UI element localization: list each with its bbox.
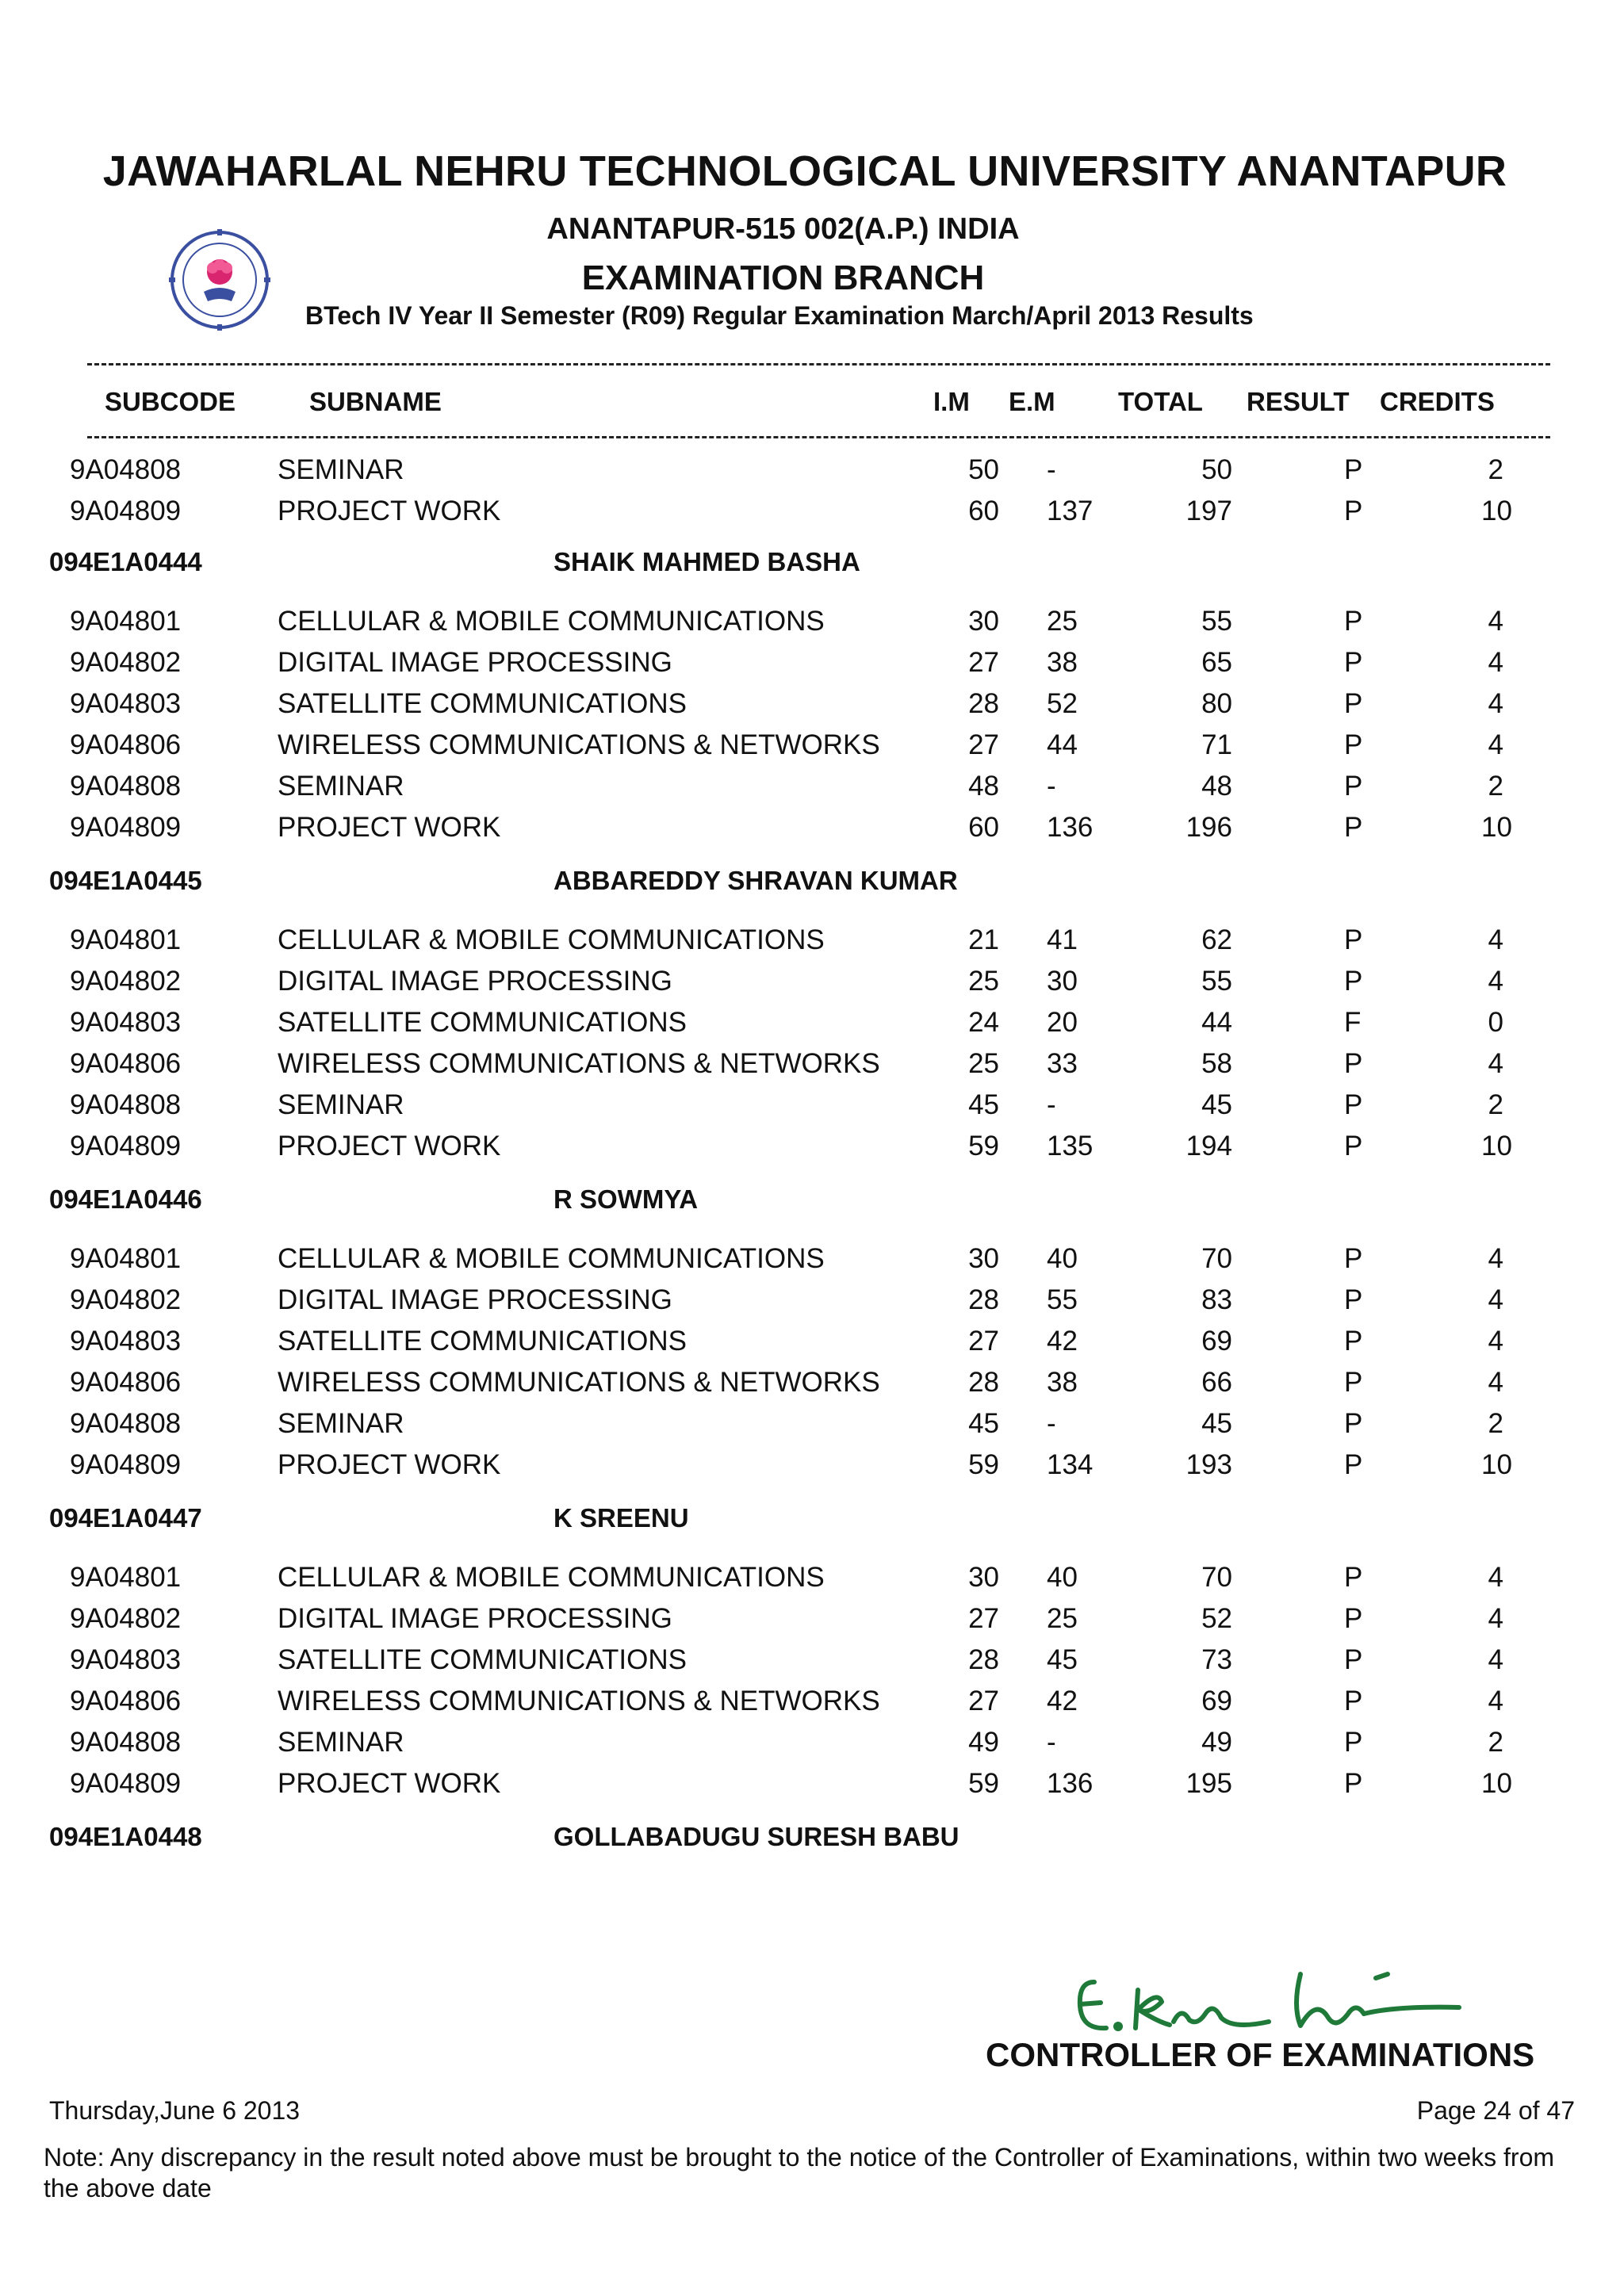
internal-marks: 27 <box>968 729 999 760</box>
subject-name: PROJECT WORK <box>278 812 501 843</box>
subject-name: SATELLITE COMMUNICATIONS <box>278 1007 687 1038</box>
total-marks: 55 <box>1201 966 1232 997</box>
col-result: RESULT <box>1247 387 1350 416</box>
col-credits: CREDITS <box>1380 387 1495 416</box>
student-header <box>0 547 1624 588</box>
internal-marks: 28 <box>968 1644 999 1675</box>
issue-date: Thursday,June 6 2013 <box>49 2096 301 2125</box>
subject-name: CELLULAR & MOBILE COMMUNICATIONS <box>278 924 825 955</box>
external-marks: 20 <box>1047 1007 1078 1038</box>
subject-code: 9A04806 <box>70 1686 182 1716</box>
internal-marks: 27 <box>968 1686 999 1716</box>
total-marks: 69 <box>1201 1686 1232 1716</box>
credits: 4 <box>1488 1603 1503 1634</box>
subject-code: 9A04806 <box>70 1048 182 1079</box>
subject-name: WIRELESS COMMUNICATIONS & NETWORKS <box>278 1048 880 1079</box>
total-marks: 73 <box>1201 1644 1232 1675</box>
subject-code: 9A04801 <box>70 1562 182 1593</box>
subject-code: 9A04808 <box>70 1408 182 1439</box>
total-marks: 65 <box>1201 647 1232 678</box>
subject-code: 9A04808 <box>70 1089 182 1120</box>
subject-code: 9A04802 <box>70 1603 182 1634</box>
result: P <box>1344 1562 1363 1593</box>
credits: 0 <box>1488 1007 1503 1038</box>
subject-name: PROJECT WORK <box>278 1131 501 1161</box>
total-marks: 71 <box>1201 729 1232 760</box>
total-marks: 66 <box>1201 1367 1232 1398</box>
external-marks: 42 <box>1047 1686 1078 1716</box>
student-roll-number: 094E1A0444 <box>49 547 202 576</box>
credits: 2 <box>1488 771 1503 802</box>
student-header <box>0 866 1624 907</box>
credits: 4 <box>1488 1644 1503 1675</box>
external-marks: 136 <box>1047 812 1094 843</box>
subject-name: SEMINAR <box>278 1089 404 1120</box>
internal-marks: 27 <box>968 647 999 678</box>
internal-marks: 50 <box>968 454 999 485</box>
external-marks: - <box>1047 1727 1056 1758</box>
subject-code: 9A04802 <box>70 647 182 678</box>
external-marks: 38 <box>1047 1367 1078 1398</box>
external-marks: 135 <box>1047 1131 1094 1161</box>
credits: 4 <box>1488 606 1503 637</box>
credits: 4 <box>1488 966 1503 997</box>
subject-code: 9A04809 <box>70 496 182 526</box>
total-marks: 70 <box>1201 1562 1232 1593</box>
internal-marks: 28 <box>968 1367 999 1398</box>
subject-name: DIGITAL IMAGE PROCESSING <box>278 966 672 997</box>
col-total: TOTAL <box>1118 387 1203 416</box>
credits: 10 <box>1481 1768 1512 1799</box>
internal-marks: 59 <box>968 1449 999 1480</box>
student-header <box>0 1184 1624 1226</box>
university-title: JAWAHARLAL NEHRU TECHNOLOGICAL UNIVERSITY ANANTAPUR <box>102 147 1507 195</box>
credits: 10 <box>1481 812 1512 843</box>
subject-code: 9A04806 <box>70 1367 182 1398</box>
internal-marks: 27 <box>968 1603 999 1634</box>
subject-name: WIRELESS COMMUNICATIONS & NETWORKS <box>278 729 880 760</box>
table-row <box>0 1284 1624 1326</box>
result: P <box>1344 729 1363 760</box>
external-marks: - <box>1047 1408 1056 1439</box>
subject-name: CELLULAR & MOBILE COMMUNICATIONS <box>278 1243 825 1274</box>
internal-marks: 59 <box>968 1131 999 1161</box>
result: P <box>1344 454 1363 485</box>
internal-marks: 60 <box>968 812 999 843</box>
student-name: GOLLABADUGU SURESH BABU <box>553 1822 959 1851</box>
result: P <box>1344 1408 1363 1439</box>
result: P <box>1344 1367 1363 1398</box>
internal-marks: 59 <box>968 1768 999 1799</box>
subject-code: 9A04801 <box>70 924 182 955</box>
credits: 4 <box>1488 1562 1503 1593</box>
subject-name: CELLULAR & MOBILE COMMUNICATIONS <box>278 606 825 637</box>
internal-marks: 30 <box>968 606 999 637</box>
result: P <box>1344 606 1363 637</box>
total-marks: 70 <box>1201 1243 1232 1274</box>
subject-code: 9A04801 <box>70 606 182 637</box>
total-marks: 55 <box>1201 606 1232 637</box>
controller-title: CONTROLLER OF EXAMINATIONS <box>986 2036 1535 2073</box>
col-subcode: SUBCODE <box>105 387 236 416</box>
col-subname: SUBNAME <box>309 387 442 416</box>
result: F <box>1344 1007 1362 1038</box>
col-im: I.M <box>933 387 970 416</box>
external-marks: 137 <box>1047 496 1094 526</box>
total-marks: 69 <box>1201 1326 1232 1357</box>
subject-name: DIGITAL IMAGE PROCESSING <box>278 647 672 678</box>
external-marks: 52 <box>1047 688 1078 719</box>
total-marks: 48 <box>1201 771 1232 802</box>
subject-code: 9A04803 <box>70 688 182 719</box>
table-row <box>0 812 1624 853</box>
subject-name: SATELLITE COMMUNICATIONS <box>278 1644 687 1675</box>
subject-code: 9A04809 <box>70 1768 182 1799</box>
subject-name: PROJECT WORK <box>278 496 501 526</box>
student-roll-number: 094E1A0446 <box>49 1184 202 1214</box>
external-marks: 40 <box>1047 1562 1078 1593</box>
subject-name: DIGITAL IMAGE PROCESSING <box>278 1284 672 1315</box>
table-row <box>0 1326 1624 1367</box>
total-marks: 52 <box>1201 1603 1232 1634</box>
result: P <box>1344 496 1363 526</box>
table-row <box>0 606 1624 647</box>
result: P <box>1344 1603 1363 1634</box>
internal-marks: 48 <box>968 771 999 802</box>
internal-marks: 27 <box>968 1326 999 1357</box>
total-marks: 83 <box>1201 1284 1232 1315</box>
header-divider-top <box>87 363 1550 365</box>
credits: 2 <box>1488 454 1503 485</box>
result: P <box>1344 1686 1363 1716</box>
subject-name: SEMINAR <box>278 454 404 485</box>
result: P <box>1344 1048 1363 1079</box>
external-marks: 55 <box>1047 1284 1078 1315</box>
table-row <box>0 688 1624 729</box>
student-roll-number: 094E1A0448 <box>49 1822 202 1851</box>
controller-signature <box>1063 1958 1507 2045</box>
external-marks: 40 <box>1047 1243 1078 1274</box>
subject-code: 9A04809 <box>70 812 182 843</box>
external-marks: - <box>1047 771 1056 802</box>
credits: 4 <box>1488 1367 1503 1398</box>
student-roll-number: 094E1A0447 <box>49 1503 202 1533</box>
internal-marks: 30 <box>968 1562 999 1593</box>
subject-code: 9A04808 <box>70 1727 182 1758</box>
exam-title: BTech IV Year II Semester (R09) Regular Examination March/April 2013 Results <box>305 301 1254 330</box>
total-marks: 62 <box>1201 924 1232 955</box>
subject-name: WIRELESS COMMUNICATIONS & NETWORKS <box>278 1686 880 1716</box>
total-marks: 50 <box>1201 454 1232 485</box>
total-marks: 195 <box>1185 1768 1232 1799</box>
table-row <box>0 454 1624 496</box>
credits: 4 <box>1488 688 1503 719</box>
internal-marks: 24 <box>968 1007 999 1038</box>
table-row <box>0 496 1624 537</box>
subject-name: SATELLITE COMMUNICATIONS <box>278 688 687 719</box>
external-marks: 41 <box>1047 924 1078 955</box>
subject-code: 9A04803 <box>70 1007 182 1038</box>
subject-name: SEMINAR <box>278 1727 404 1758</box>
total-marks: 45 <box>1201 1408 1232 1439</box>
external-marks: 25 <box>1047 1603 1078 1634</box>
subject-name: WIRELESS COMMUNICATIONS & NETWORKS <box>278 1367 880 1398</box>
credits: 10 <box>1481 1449 1512 1480</box>
subject-name: SEMINAR <box>278 771 404 802</box>
subject-code: 9A04808 <box>70 454 182 485</box>
subject-name: PROJECT WORK <box>278 1449 501 1480</box>
result: P <box>1344 966 1363 997</box>
external-marks: - <box>1047 1089 1056 1120</box>
total-marks: 194 <box>1185 1131 1232 1161</box>
result: P <box>1344 647 1363 678</box>
external-marks: 136 <box>1047 1768 1094 1799</box>
credits: 4 <box>1488 1686 1503 1716</box>
external-marks: 30 <box>1047 966 1078 997</box>
credits: 4 <box>1488 1326 1503 1357</box>
table-row <box>0 1562 1624 1603</box>
internal-marks: 25 <box>968 1048 999 1079</box>
credits: 10 <box>1481 496 1512 526</box>
student-roll-number: 094E1A0445 <box>49 866 202 895</box>
student-name: ABBAREDDY SHRAVAN KUMAR <box>553 866 958 895</box>
internal-marks: 21 <box>968 924 999 955</box>
internal-marks: 28 <box>968 1284 999 1315</box>
subject-code: 9A04802 <box>70 1284 182 1315</box>
col-em: E.M <box>1009 387 1055 416</box>
internal-marks: 49 <box>968 1727 999 1758</box>
student-name: K SREENU <box>553 1503 689 1533</box>
credits: 2 <box>1488 1727 1503 1758</box>
table-row <box>0 1768 1624 1809</box>
subject-name: DIGITAL IMAGE PROCESSING <box>278 1603 672 1634</box>
result: P <box>1344 1089 1363 1120</box>
table-row <box>0 771 1624 812</box>
credits: 4 <box>1488 924 1503 955</box>
table-row <box>0 924 1624 966</box>
result: P <box>1344 1326 1363 1357</box>
credits: 4 <box>1488 729 1503 760</box>
external-marks: 25 <box>1047 606 1078 637</box>
external-marks: 42 <box>1047 1326 1078 1357</box>
credits: 4 <box>1488 1243 1503 1274</box>
result: P <box>1344 1284 1363 1315</box>
internal-marks: 28 <box>968 688 999 719</box>
result: P <box>1344 688 1363 719</box>
student-header <box>0 1822 1624 1863</box>
result: P <box>1344 812 1363 843</box>
internal-marks: 30 <box>968 1243 999 1274</box>
subject-name: CELLULAR & MOBILE COMMUNICATIONS <box>278 1562 825 1593</box>
table-row <box>0 1644 1624 1686</box>
table-row <box>0 1089 1624 1131</box>
credits: 10 <box>1481 1131 1512 1161</box>
credits: 4 <box>1488 647 1503 678</box>
table-row <box>0 1243 1624 1284</box>
table-row <box>0 1727 1624 1768</box>
total-marks: 197 <box>1185 496 1232 526</box>
table-row <box>0 1449 1624 1490</box>
external-marks: 134 <box>1047 1449 1094 1480</box>
total-marks: 45 <box>1201 1089 1232 1120</box>
table-row <box>0 1367 1624 1408</box>
result: P <box>1344 1768 1363 1799</box>
credits: 2 <box>1488 1089 1503 1120</box>
table-row <box>0 1007 1624 1048</box>
subject-name: SATELLITE COMMUNICATIONS <box>278 1326 687 1357</box>
page-number: Page 24 of 47 <box>1416 2096 1575 2125</box>
student-header <box>0 1503 1624 1544</box>
subject-code: 9A04809 <box>70 1131 182 1161</box>
credits: 4 <box>1488 1284 1503 1315</box>
table-row <box>0 1048 1624 1089</box>
result: P <box>1344 924 1363 955</box>
table-row <box>0 1408 1624 1449</box>
internal-marks: 45 <box>968 1089 999 1120</box>
credits: 4 <box>1488 1048 1503 1079</box>
table-row <box>0 1131 1624 1172</box>
table-row <box>0 1603 1624 1644</box>
table-row <box>0 729 1624 771</box>
external-marks: 38 <box>1047 647 1078 678</box>
subject-code: 9A04809 <box>70 1449 182 1480</box>
header-divider-bottom <box>87 436 1550 438</box>
student-name: R SOWMYA <box>553 1184 699 1214</box>
internal-marks: 60 <box>968 496 999 526</box>
internal-marks: 25 <box>968 966 999 997</box>
total-marks: 80 <box>1201 688 1232 719</box>
table-row <box>0 966 1624 1007</box>
subject-name: PROJECT WORK <box>278 1768 501 1799</box>
university-address: ANANTAPUR-515 002(A.P.) INDIA <box>546 212 1020 246</box>
external-marks: - <box>1047 454 1056 485</box>
external-marks: 44 <box>1047 729 1078 760</box>
subject-code: 9A04802 <box>70 966 182 997</box>
student-name: SHAIK MAHMED BASHA <box>553 547 860 576</box>
subject-code: 9A04803 <box>70 1644 182 1675</box>
external-marks: 33 <box>1047 1048 1078 1079</box>
table-row <box>0 1686 1624 1727</box>
credits: 2 <box>1488 1408 1503 1439</box>
subject-code: 9A04803 <box>70 1326 182 1357</box>
total-marks: 58 <box>1201 1048 1232 1079</box>
examination-branch: EXAMINATION BRANCH <box>581 258 985 297</box>
total-marks: 44 <box>1201 1007 1232 1038</box>
total-marks: 196 <box>1185 812 1232 843</box>
table-row <box>0 647 1624 688</box>
total-marks: 49 <box>1201 1727 1232 1758</box>
subject-name: SEMINAR <box>278 1408 404 1439</box>
external-marks: 45 <box>1047 1644 1078 1675</box>
result: P <box>1344 771 1363 802</box>
result: P <box>1344 1449 1363 1480</box>
footer-note: Note: Any discrepancy in the result noted above must be brought to the notice of the Controller of Examinations, within two weeks from the above date <box>44 2143 1555 2202</box>
result: P <box>1344 1727 1363 1758</box>
subject-code: 9A04801 <box>70 1243 182 1274</box>
internal-marks: 45 <box>968 1408 999 1439</box>
result: P <box>1344 1243 1363 1274</box>
subject-code: 9A04808 <box>70 771 182 802</box>
result: P <box>1344 1644 1363 1675</box>
subject-code: 9A04806 <box>70 729 182 760</box>
result: P <box>1344 1131 1363 1161</box>
total-marks: 193 <box>1185 1449 1232 1480</box>
